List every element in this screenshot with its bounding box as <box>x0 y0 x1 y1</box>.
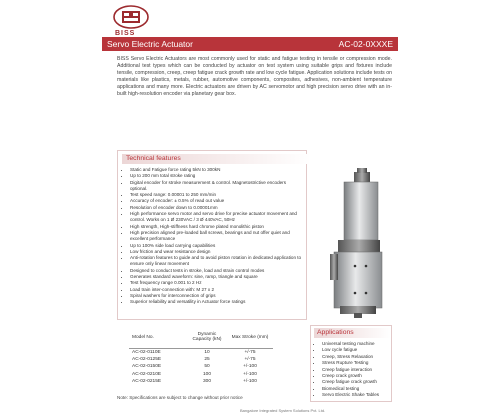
actuator-image <box>310 168 392 318</box>
application-item: • Stress Rupture Testing <box>322 360 379 366</box>
application-item: • Creep fatigue interaction <box>322 367 379 373</box>
application-item: • Servo Electric Shake Tables <box>322 392 379 398</box>
feature-item: • Digital encoder for stroke measurement & control. Magnetostrictive encoders optional. <box>130 180 302 193</box>
feature-item: • Anti-rotation features to guide and to avoid piston rotation in dedicated application to ensure only linear movement <box>130 255 302 268</box>
feature-item: • Low friction and wear resistance design <box>130 249 302 255</box>
feature-item: • Test speed range: 0.00001 to 250 mm/min <box>130 192 302 198</box>
table-row <box>129 378 273 385</box>
table-row <box>129 371 273 378</box>
feature-item: • High precision aligned pre-loaded ball screws, bearings and nut offer quiet and excellent performance <box>130 230 302 243</box>
table-cell: 50 <box>204 364 210 370</box>
table-cell: +/-100 <box>243 364 257 370</box>
applications-title: Applications <box>314 328 391 338</box>
feature-item: • Up to 100% side load carrying capabilities <box>130 243 302 249</box>
feature-item: • Up to 200 mm total stroke rating <box>130 173 302 179</box>
model-code: AC-02-0XXXE <box>338 39 393 49</box>
table-cell: 100 <box>202 371 211 377</box>
feature-item: • Accuracy of encoder: ± 0.5% of read out value <box>130 198 302 204</box>
application-item: • Biomedical testing <box>322 386 379 392</box>
application-item: • Creep fatigue crack growth <box>322 379 379 385</box>
application-item: • Low cycle fatigue <box>322 347 379 353</box>
table-cell: 25 <box>204 357 210 363</box>
table-cell: +/-100 <box>243 371 257 377</box>
application-item: • Creep, Stress Relaxation <box>322 354 379 360</box>
application-item: • Creep crack growth <box>322 373 379 379</box>
product-title: Servo Electric Actuator <box>107 39 193 49</box>
table-header-row <box>129 326 273 349</box>
applications-list <box>313 341 379 399</box>
brand-name: BISS <box>115 30 136 37</box>
table-cell: AC-02-0210E <box>132 371 162 377</box>
table-cell: +/-75 <box>244 350 256 356</box>
table-cell: 10 <box>204 350 210 356</box>
feature-item: • Spiral washers for interconnection of grips <box>130 293 302 299</box>
feature-item: • High performance servo motor and servo drive for precise actuator movement and control. Works on 1 Ø 230VAC / 3 Ø 440VAC, 50Hz <box>130 211 302 224</box>
table-row <box>129 349 273 357</box>
table-row <box>129 356 273 363</box>
feature-item: • Load train inter-connection with: M 27 x 2 <box>130 287 302 293</box>
table-cell: +/-100 <box>243 378 257 384</box>
technical-features-box <box>117 150 307 320</box>
footer-company: Bangalore Integrated System Solutions Pvt. Ltd. <box>240 408 326 413</box>
table-cell: AC-02-0150E <box>132 364 162 370</box>
feature-item: • Designed to conduct tests in stroke, load and strain control modes <box>130 268 302 274</box>
table-cell: +/-75 <box>244 357 256 363</box>
title-bar <box>102 37 398 51</box>
feature-item: • Generates standard waveform: sine, ramp, triangle and square <box>130 274 302 280</box>
specification-note: Note: Specifications are subject to change without prior notice <box>117 395 243 400</box>
table-row <box>129 363 273 370</box>
table-cell: AC-02-0215E <box>132 378 162 384</box>
column-header: Model No. <box>129 326 187 349</box>
feature-item: • Test frequency range 0.001 to 2 Hz <box>130 280 302 286</box>
model-table <box>129 326 273 385</box>
table-cell: 300 <box>202 378 211 384</box>
application-item: • Universal testing machine <box>322 341 379 347</box>
technical-features-title: Technical features <box>122 154 311 164</box>
column-header: Dynamic Capacity (kN) <box>187 326 227 349</box>
feature-item: • High strength, High-stiffness hard chrome plated monolithic piston <box>130 224 302 230</box>
table-cell: AC-02-0125E <box>132 357 162 363</box>
column-header: Max Stroke (mm) <box>227 326 273 349</box>
intro-paragraph: BISS Servo Electric Actuators are most commonly used for static and fatigue testing in tensile or compression mode. Additional test types which can be conducted by actuator on test system using suitable grips and fixtures include tensile, compression, creep, creep fatigue crack growth rate and low cycle fatigue. Application solutions include tests on materials like plastics, metals, rubber, automotive components, composites, adhesives, non-ambient temperature applications and many more. Electric actuators are driven by AC servomotor and high precision servo drive with an in-built high-resolution encoder via planetary gear box. <box>117 56 392 98</box>
table-cell: AC-02-0110E <box>132 350 161 356</box>
technical-features-list <box>120 167 302 306</box>
applications-box <box>310 325 392 402</box>
feature-item: • Superior reliability and versatility in Actuator force ratings <box>130 299 302 305</box>
feature-item: • Resolution of encoder down to 0.00001mm <box>130 205 302 211</box>
feature-item: • Static and Fatigue force rating 5kN to 300kN <box>130 167 302 173</box>
